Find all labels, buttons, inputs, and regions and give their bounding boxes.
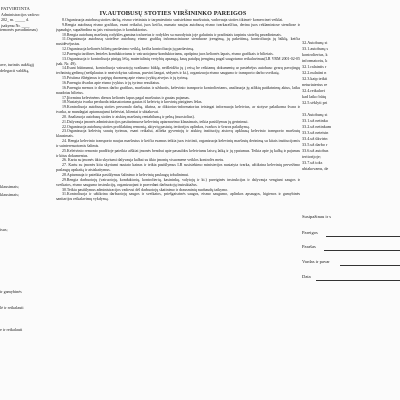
left-fragment: klausimais; [0, 192, 20, 197]
right-fragment: 33.1.autobusų s [302, 46, 329, 51]
duty-paragraph: 14.Esant būtinumui, kontroliuoja vairuotojų svaikumo būklę, neišleidžia jų į reisą be reikiamų dokumentų ar pastebėjus autobuso gvarų pavojingų techninių gedimų (neišplautus ir neatvirkytus salonus, purvini langai, sėdynės ir kt.), organizuoja eismo saugumo ir transporto darbo sveikatą. [56, 65, 300, 76]
right-fragment: 33.7.už toks [302, 160, 323, 165]
left-fragment: delegacii valdžią, [0, 68, 30, 73]
duty-paragraph: 30.Teikia pasiūlymus administracijos vadovui dėl darbuotojų skatinimo ir drausminių nuobaudų taikymo. [62, 186, 229, 192]
duty-paragraph: 8.Organizuoja autobusų stoties darbą, eismo vietiniais ir tarpmiestinio susisiekimo maršrutais, vadovauja stoties tikimei- komercinei veiklai. [62, 17, 284, 22]
duty-paragraph: 18.Nustatyta tvarka perduoda inkasatoriams gautas iš keleivių ir krovinių pinigines lėšas. [62, 99, 203, 105]
right-fragment: informatoriu, k [302, 58, 328, 63]
right-fragment: neturiaterius re [302, 82, 328, 87]
right-fragment: 33.5.už darbo r [302, 142, 328, 147]
right-fragment: kad laiko būtų [302, 94, 326, 99]
section-title: IV.AUTOBUSŲ STOTIES VIRŠININKO PAREIGOS [99, 10, 247, 17]
left-fragment: ave, turintis aukštąjį [0, 62, 34, 67]
right-fragment: teritorijoje; [302, 154, 321, 159]
right-fragment: 33.2.už netinkam [302, 124, 331, 129]
duty-paragraph: 17.Įforminu kelevinėms dienos kelionės lapus pagal maršrutus ir gautas pajamas. [62, 94, 190, 100]
signature-line-sign[interactable] [324, 250, 400, 251]
signature-line-position[interactable] [326, 236, 400, 237]
approval-block [1, 6, 51, 28]
duty-paragraph: 10.Rengia autobusų maršrutų rodykles,gamina trafaretus ir rodykles su nurodytais joje galutiniu ir pradiniais tarpiniu stotelių pavadinimais. [62, 31, 282, 37]
duty-paragraph: 23.Organizuoja keleivių srautų tyrimus, esant reikalui, atlieka gyventojų ir atskirų institucijų atstovų apklausą kelevinio transporto maršrutų klausimais. [56, 128, 300, 139]
approval-heading: PATVIRTINTA [1, 6, 30, 11]
left-fragment: isus; [0, 227, 8, 232]
left-column [0, 0, 53, 400]
left-fragment: iemonės pavadinimas) [0, 27, 38, 32]
duty-paragraph: 22.Organizuoja autobusų stoties profilaktinę remontą, aktyvių pastatų, teritorijos aplinkos, tvarkos ir švaros palaikymą. [62, 123, 250, 129]
duties-list [56, 18, 300, 202]
signature-field-label: Vardas ir pavar [302, 259, 330, 264]
right-fragment: 33.1.už netinka [302, 118, 328, 123]
duty-paragraph: 16.Parengia memos ir dienos darbo grafikus, maršrutus ir užduotis, kelevinio transporto kontrolieriams, analizuoja jų atliktų patikrinimų aktus, laiku naudotus bilietus. [56, 84, 300, 95]
right-fragment: 33.3.už neteisin [302, 130, 329, 135]
approval-line: įsakymu Nr. ____ [1, 22, 30, 28]
approval-line: Administracijos vadovo [1, 12, 40, 18]
right-fragment: ubiakovams, de [302, 166, 329, 171]
right-fragment: 32.5.sėklyti pri [302, 100, 328, 105]
duty-paragraph: 9.Rengia autobusų eismo grafikus, esant reikalui, juos keičia, numato naujus autobusų eismo tvarkaraščius, derina juos reklaminiose stendiose ir įspaudųje, supažindina su jais vairuotojus ir konduktorius. [56, 21, 300, 32]
signature-field-label: Pareigos [302, 230, 318, 235]
duty-paragraph: 26. Kartu su įmonės ūkio skyriumi dalyvauja kalbai su ūkio įmonių visuomene veiklos kontrolės metu. [62, 157, 225, 163]
duty-paragraph: 20. Analizuoja autobusų stoties ir atskirų maršrutų rentabilumą ir pelną (nuostolius). [62, 113, 195, 119]
duty-paragraph: 16.Parengia išvadas apie eismo įvykius ir jų tyrimo rezultatus. [62, 79, 160, 85]
duty-paragraph: 12.Parengia tarifines lenteles konduktoriams ir vairuotojams-konduktoriams, aprūpina juos kelionės lapais, eismo grafikais ir bilietais. [62, 50, 274, 56]
duty-paragraph: 13.Organizuoja ir kontroliuoja pinigų lėšų, materialinių vertybių apsaugą, kasų patalpų įrengimą pagal saugotumo reikalavimus(LR VRM 2001-02-05 įsak. Nr. 49). [56, 55, 300, 66]
duty-paragraph: 29.Rengia darbuotojų (vairuotojų, konduktorių, kontrolierių, kasininkų, valytojų ir kt.) pareiginės instrukcijas ir dalyvauja vengiant saugos ir sveikatos, eismo saugumo instrukcijų, organizuojant ir pravedant darbuotojų instruktažus. [56, 176, 300, 187]
duty-paragraph: 12.Organizuoja kelionės bilietų pardavimo veiklą, keičia kontroliuoja jų pardavimą. [62, 46, 195, 52]
left-fragment: e ir reikalauti [0, 327, 23, 332]
duty-paragraph: 11.Organizuoja autobusų stotelėse autobusų eismo grafikų informaciniuose stenduose įrengimą, jų pakeitimą, kontroliuoja jų būklę, keičia nusidėvėjusius. [56, 36, 300, 47]
right-fragment: 32.3.kaip teikti [302, 76, 328, 81]
right-fragment: 32.2.nulatini n [302, 70, 327, 75]
duty-paragraph: 21.Dalyvauja įmonės administracijos pasitarimuose kelevinių aptarnavimo klausimais, teikia pasiūlymus jų gerinimui. [62, 118, 249, 124]
duty-paragraph: 27. Kartu su įmonės kitu skyriumi nustato kainas ir teikia pasiūlymus LR susisiekimo ministerijos nustatyta tvarka, užtikrina kelevinių pervežimo paslaugų apskaitą ir atsiskaitymus. [56, 162, 300, 173]
signature-field-label: Parašas [302, 244, 316, 249]
duty-paragraph: 25.Keleivinio remonto pradžioje pateikia aiškiai įmonės bendrai apie pasauldos keleiviams laisvą laiką ir jų ypatumus. Teikia apie jų kalbą ir pajamas ir kitus dokumentus. [56, 147, 300, 158]
duty-paragraph: 31.Kontroliuoja ir užtikrina darbuotojų saugos ir sveikatos, priešgaisrinės saugos, eismo saugumo, aplinkos apsaugos, higienos ir gamybinės sanitarijos reikalavimų vykdymą. [56, 191, 300, 202]
signature-field-label: Data [302, 274, 311, 279]
approval-line: 202_ m. _____ d. [1, 17, 30, 23]
duty-paragraph: 19.Kontroliuoja autobusų stoties personalo darbą, tikrina, ar diktorius-informatorius teisingai informuoja keleivius, ar stotyse palaikoma švara ir tvarka, ar mandagiai aptarnaujami keleiviai, klientai ir ubiakovai. [56, 104, 300, 115]
left-fragment: klausimais; [0, 184, 20, 189]
signature-line-date[interactable] [316, 280, 400, 281]
right-fragment: 32.Autobusų st [302, 40, 328, 45]
right-column [302, 0, 400, 400]
right-fragment: 33.6.už autobus [302, 148, 329, 153]
main-column [52, 0, 300, 400]
duty-paragraph: 24. Rengia kelevinio transporto naujus maršrutus ir keičia esamus teikia juos tvirtinti, organizuoja kelevinių maršrutų derinimą su kitais institucijomis ir suinteresuotomis šalimis. [56, 138, 300, 148]
right-fragment: 33.Autobusų st [302, 112, 328, 117]
left-fragment: ir gamybinės [0, 289, 22, 294]
right-fragment: 32.1.ralaintis r [302, 64, 327, 69]
duty-paragraph: 15.Prisiima išbėgimus ir pajėgų duomenų apie eismo įvykių atvejus ir jų tyrimą. [62, 75, 189, 81]
signature-line-name[interactable] [340, 265, 400, 266]
right-fragment: 33.4.už ūkvirin [302, 136, 328, 141]
right-fragment: 32.4.reikalavi [302, 88, 326, 93]
duty-paragraph: 28.Aptarnauja ir pateikia pasiūlymus šalinimo ir kelevinių paslaugų tobulinimui. [62, 172, 190, 177]
left-fragment: lė ir reikalauti [0, 305, 24, 310]
right-fragment: kontrolierius, k [302, 52, 328, 57]
signature-intro: Susipažinau ir s [302, 214, 332, 219]
